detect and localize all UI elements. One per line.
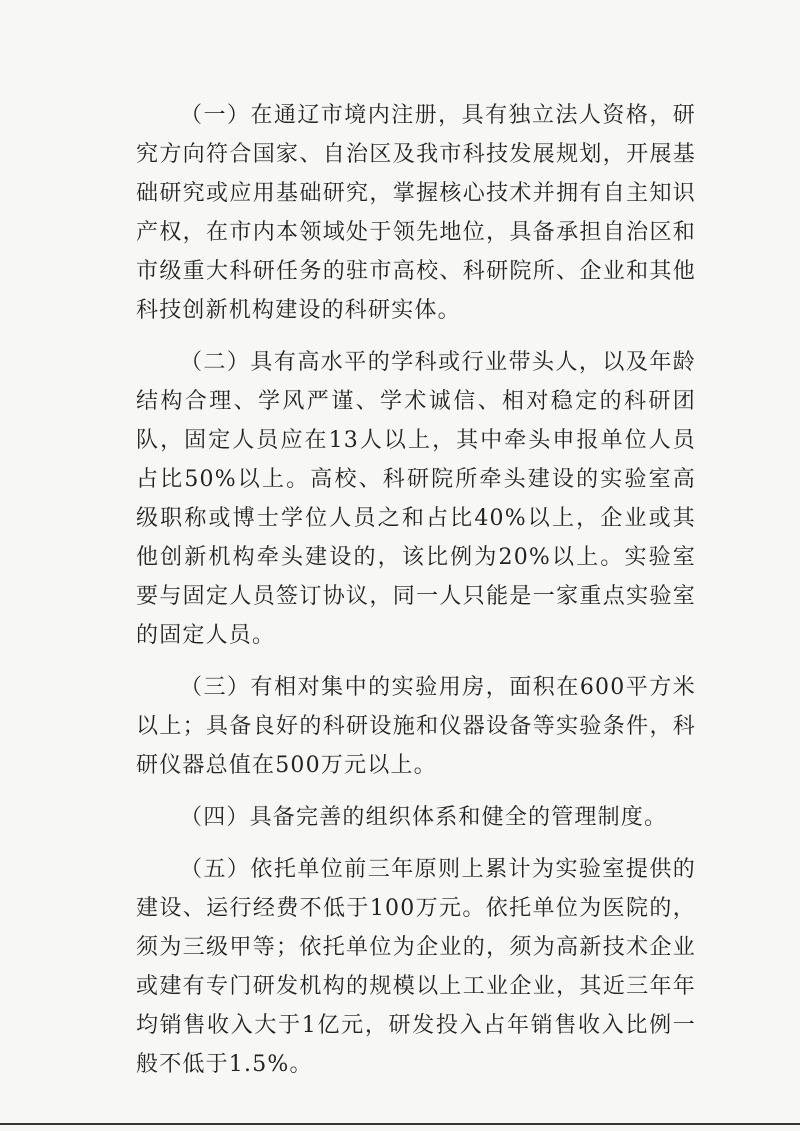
paragraph-5: （五）依托单位前三年原则上累计为实验室提供的建设、运行经费不低于100万元。依托单位为医院的，须为三级甲等；依托单位为企业的，须为高新技术企业或建有专门研发机构的规模以上工业企业，其近三年年均销售收入大于1亿元，研发投入占年销售收入比例一般不低于1.5%。 <box>136 857 696 1077</box>
paragraph-3: （三）有相对集中的实验用房，面积在600平方米以上；具备良好的科研设施和仪器设备等实验条件，科研仪器总值在500万元以上。 <box>136 675 696 778</box>
document-body <box>136 96 696 1084</box>
page-bottom-edge <box>0 1123 800 1125</box>
paragraph-4: （四）具备完善的组织体系和健全的管理制度。 <box>180 805 668 830</box>
paragraph-1: （一）在通辽市境内注册，具有独立法人资格，研究方向符合国家、自治区及我市科技发展规划，开展基础研究或应用基础研究，掌握核心技术并拥有自主知识产权，在市内本领域处于领先地位，具备承担自治区和市级重大科研任务的驻市高校、科研院所、企业和其他科技创新机构建设的科研实体。 <box>136 103 696 323</box>
paragraph-2: （二）具有高水平的学科或行业带头人，以及年龄结构合理、学风严谨、学术诚信、相对稳定的科研团队，固定人员应在13人以上，其中牵头申报单位人员占比50%以上。高校、科研院所牵头建设的实验室高级职称或博士学位人员之和占比40%以上，企业或其他创新机构牵头建设的，该比例为20%以上。实验室要与固定人员签订协议，同一人只能是一家重点实验室的固定人员。 <box>136 350 696 648</box>
